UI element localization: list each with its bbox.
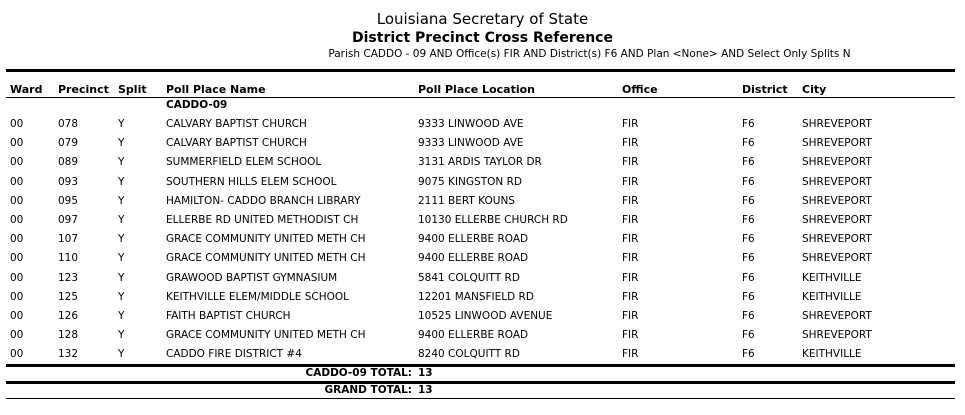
cell-precinct: 132 [58,348,79,360]
cell-poll-place-name: GRAWOOD BAPTIST GYMNASIUM [166,272,338,284]
cell-split: Y [118,252,125,264]
cell-split: Y [118,214,125,226]
grand-total-rule [6,381,955,384]
group-total-rule [6,364,955,367]
grand-total-value: 13 [418,384,433,396]
cell-precinct: 107 [58,233,79,245]
cell-city: KEITHVILLE [802,348,862,360]
cell-ward: 00 [10,176,24,188]
cell-poll-place-name: CADDO FIRE DISTRICT #4 [166,348,302,360]
report-title: Louisiana Secretary of State [376,10,589,28]
cell-precinct: 089 [58,156,79,168]
cell-precinct: 125 [58,291,79,303]
cell-district: F6 [742,233,755,245]
cell-ward: 00 [10,291,24,303]
group-total-value: 13 [418,367,433,379]
cell-city: SHREVEPORT [802,156,872,168]
cell-city: SHREVEPORT [802,252,872,264]
cell-office: FIR [622,214,639,226]
cell-split: Y [118,310,125,322]
column-header-office: Office [622,83,658,96]
header-bottom-rule [6,97,955,98]
cell-district: F6 [742,252,755,264]
cell-office: FIR [622,195,639,207]
cell-office: FIR [622,233,639,245]
report-subtitle: District Precinct Cross Reference [352,30,613,46]
cell-poll-place-location: 9333 LINWOOD AVE [418,118,524,130]
cell-city: SHREVEPORT [802,310,872,322]
cell-precinct: 110 [58,252,79,264]
cell-office: FIR [622,329,639,341]
cell-district: F6 [742,329,755,341]
cell-ward: 00 [10,272,24,284]
cell-poll-place-name: CALVARY BAPTIST CHURCH [166,137,307,149]
cell-split: Y [118,329,125,341]
cell-ward: 00 [10,348,24,360]
cell-district: F6 [742,272,755,284]
cell-poll-place-location: 5841 COLQUITT RD [418,272,520,284]
cell-poll-place-location: 3131 ARDIS TAYLOR DR [418,156,542,168]
cell-poll-place-location: 10525 LINWOOD AVENUE [418,310,553,322]
header-top-rule [6,69,955,72]
cell-poll-place-location: 9400 ELLERBE ROAD [418,252,529,264]
cell-office: FIR [622,310,639,322]
cell-city: KEITHVILLE [802,291,862,303]
cell-city: SHREVEPORT [802,329,872,341]
cell-split: Y [118,176,125,188]
cell-ward: 00 [10,252,24,264]
cell-ward: 00 [10,156,24,168]
column-header-district: District [742,83,788,96]
cell-office: FIR [622,348,639,360]
cell-ward: 00 [10,329,24,341]
cell-office: FIR [622,176,639,188]
cell-office: FIR [622,291,639,303]
cell-poll-place-name: GRACE COMMUNITY UNITED METH CH [166,252,366,264]
column-header-poll-place-name: Poll Place Name [166,83,266,96]
cell-office: FIR [622,137,639,149]
cell-poll-place-location: 9400 ELLERBE ROAD [418,329,529,341]
cell-city: SHREVEPORT [802,233,872,245]
report-criteria: Parish CADDO - 09 AND Office(s) FIR AND District(s) F6 AND Plan <None> AND Select Only Splits N [328,48,851,60]
cell-office: FIR [622,156,639,168]
column-header-precinct: Precinct [58,83,109,96]
cell-poll-place-location: 9400 ELLERBE ROAD [418,233,529,245]
cell-district: F6 [742,118,755,130]
cell-poll-place-name: GRACE COMMUNITY UNITED METH CH [166,233,366,245]
cell-split: Y [118,272,125,284]
cell-ward: 00 [10,137,24,149]
cell-city: SHREVEPORT [802,137,872,149]
cell-precinct: 123 [58,272,79,284]
cell-district: F6 [742,176,755,188]
column-header-poll-place-location: Poll Place Location [418,83,535,96]
cell-district: F6 [742,348,755,360]
cell-poll-place-location: 10130 ELLERBE CHURCH RD [418,214,568,226]
cell-ward: 00 [10,118,24,130]
cell-precinct: 095 [58,195,79,207]
cell-district: F6 [742,195,755,207]
cell-poll-place-name: SUMMERFIELD ELEM SCHOOL [166,156,322,168]
cell-city: SHREVEPORT [802,195,872,207]
cell-precinct: 126 [58,310,79,322]
cell-poll-place-name: KEITHVILLE ELEM/MIDDLE SCHOOL [166,291,350,303]
column-header-ward: Ward [10,83,43,96]
cell-district: F6 [742,291,755,303]
cell-city: SHREVEPORT [802,214,872,226]
cell-district: F6 [742,310,755,322]
cell-poll-place-name: SOUTHERN HILLS ELEM SCHOOL [166,176,337,188]
cell-split: Y [118,118,125,130]
cell-district: F6 [742,214,755,226]
cell-office: FIR [622,118,639,130]
cell-precinct: 128 [58,329,79,341]
cell-office: FIR [622,272,639,284]
cell-split: Y [118,348,125,360]
cell-split: Y [118,156,125,168]
cell-ward: 00 [10,214,24,226]
cell-poll-place-location: 9075 KINGSTON RD [418,176,522,188]
cell-poll-place-name: FAITH BAPTIST CHURCH [166,310,291,322]
cell-office: FIR [622,252,639,264]
cell-poll-place-name: GRACE COMMUNITY UNITED METH CH [166,329,366,341]
cell-ward: 00 [10,195,24,207]
cell-city: SHREVEPORT [802,176,872,188]
cell-ward: 00 [10,233,24,245]
cell-split: Y [118,137,125,149]
cell-ward: 00 [10,310,24,322]
cell-precinct: 078 [58,118,79,130]
cell-district: F6 [742,137,755,149]
cell-district: F6 [742,156,755,168]
cell-precinct: 093 [58,176,79,188]
cell-poll-place-location: 8240 COLQUITT RD [418,348,520,360]
cell-poll-place-location: 12201 MANSFIELD RD [418,291,534,303]
cell-poll-place-location: 2111 BERT KOUNS [418,195,515,207]
cell-poll-place-name: ELLERBE RD UNITED METHODIST CH [166,214,359,226]
cell-city: KEITHVILLE [802,272,862,284]
cell-poll-place-location: 9333 LINWOOD AVE [418,137,524,149]
grand-total-bottom-rule [6,398,955,399]
grand-total-label: GRAND TOTAL: [324,384,412,396]
column-header-city: City [802,83,827,96]
cell-split: Y [118,233,125,245]
cell-precinct: 079 [58,137,79,149]
group-total-label: CADDO-09 TOTAL: [305,367,412,379]
column-header-split: Split [118,83,147,96]
cell-city: SHREVEPORT [802,118,872,130]
cell-poll-place-name: CALVARY BAPTIST CHURCH [166,118,307,130]
cell-precinct: 097 [58,214,79,226]
cell-split: Y [118,291,125,303]
cell-poll-place-name: HAMILTON- CADDO BRANCH LIBRARY [166,195,361,207]
group-label: CADDO-09 [166,99,228,111]
cell-split: Y [118,195,125,207]
